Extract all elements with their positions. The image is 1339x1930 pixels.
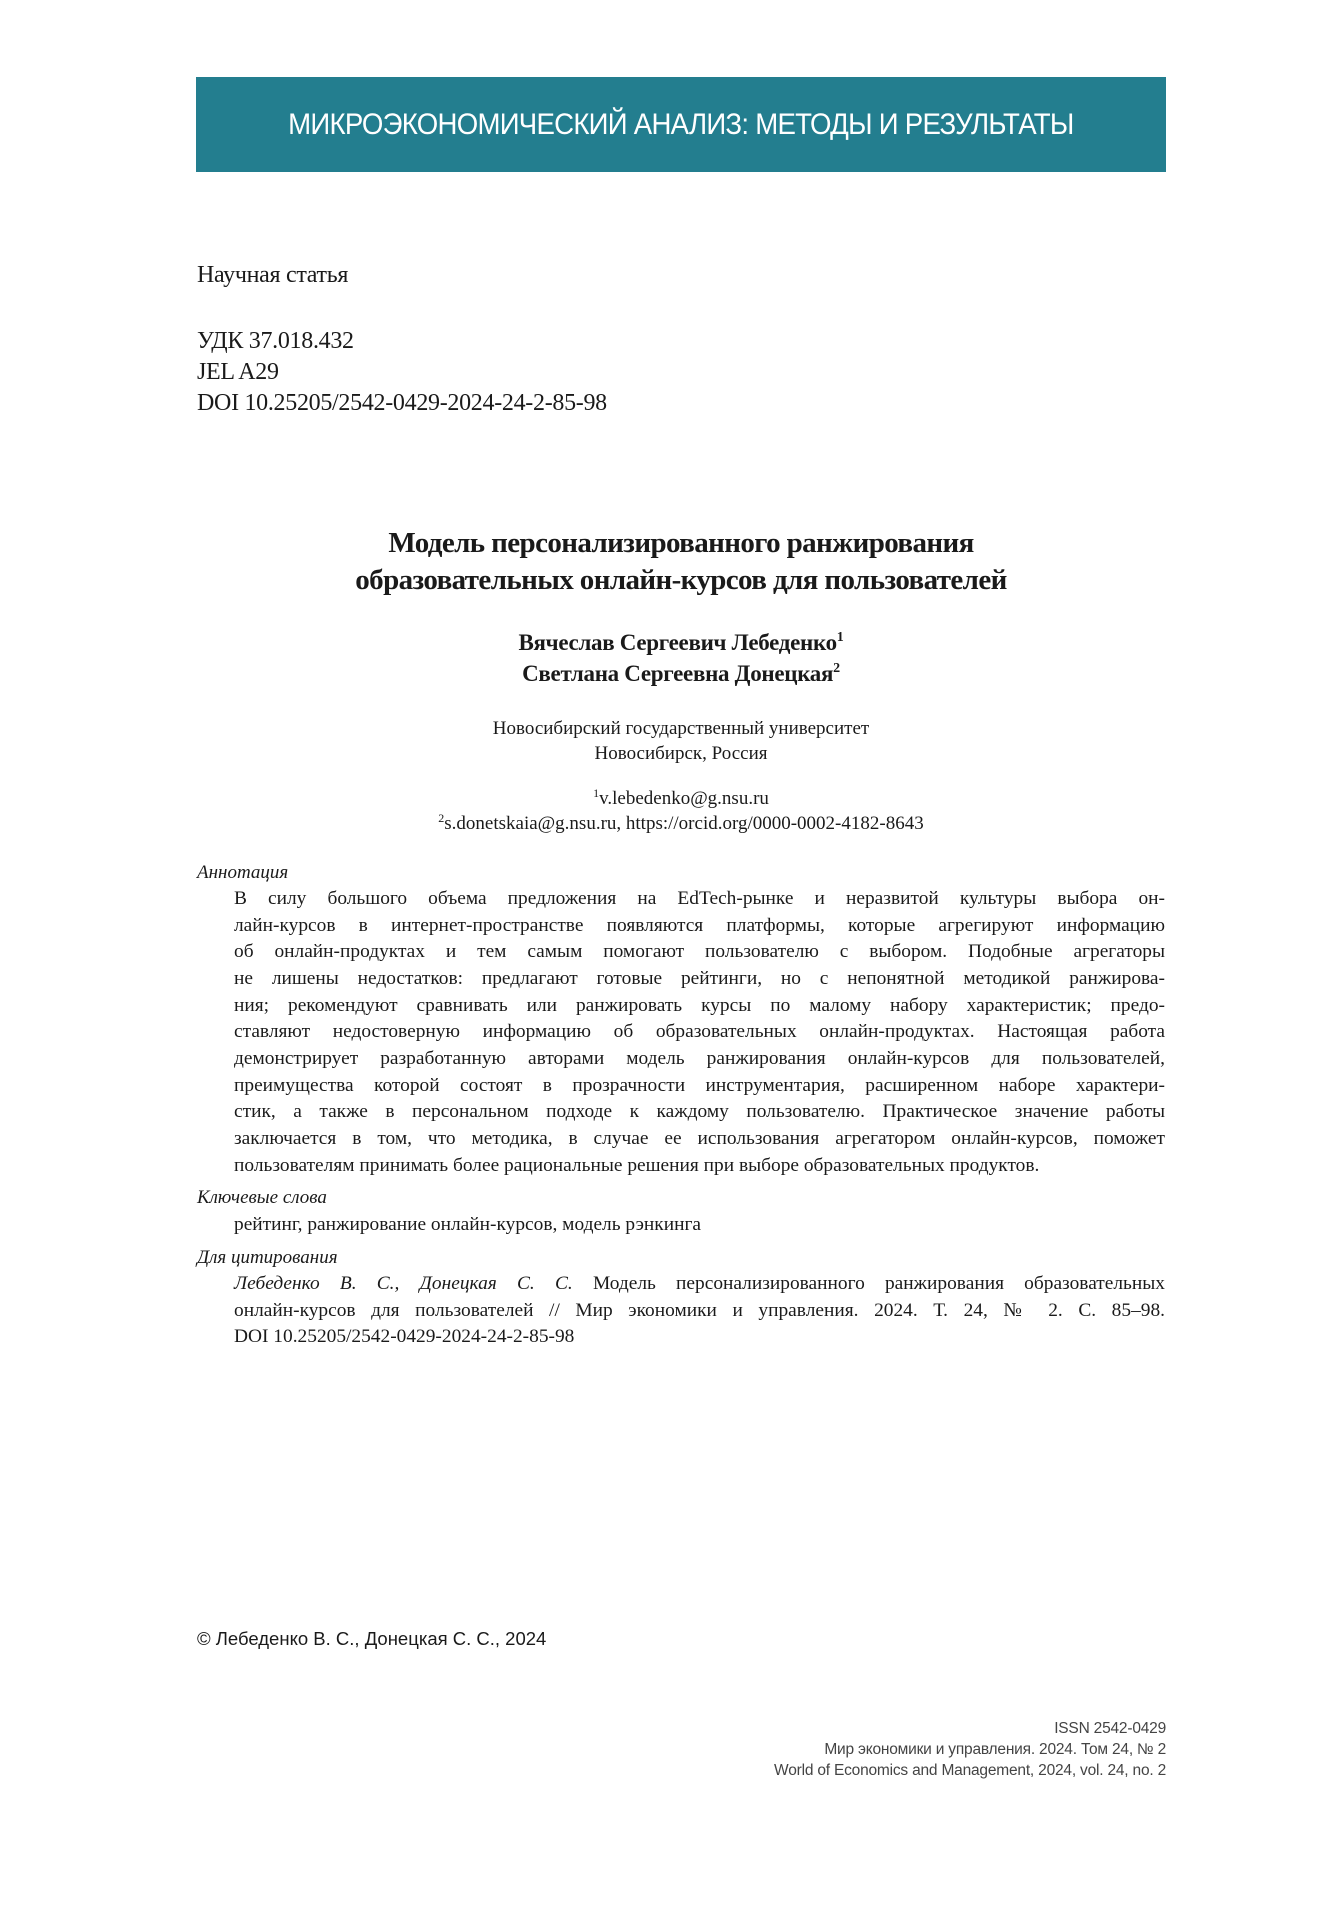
- keywords-text: рейтинг, ранжирование онлайн-курсов, модель рэнкинга: [234, 1214, 702, 1235]
- contact-1: [196, 786, 1166, 810]
- section-title: МИКРОЭКОНОМИЧЕСКИЙ АНАЛИЗ: МЕТОДЫ И РЕЗУЛЬТАТЫ: [288, 107, 1074, 141]
- abstract-line: стик, а также в персональном подходе к каждому пользователю. Практическое значение работы: [234, 1101, 1165, 1122]
- abstract-line: заключается в том, что методика, в случае ее использования агрегатором онлайн-курсов, поможет: [234, 1128, 1165, 1149]
- footer-journal-ru: Мир экономики и управления. 2024. Том 24, № 2: [824, 1741, 1166, 1758]
- abstract-label: Аннотация: [197, 862, 289, 883]
- abstract-line: преимущества которой состоят в прозрачности инструментария, расширенном наборе характери-: [234, 1075, 1165, 1096]
- article-title-line-1: Модель персонализированного ранжирования: [388, 527, 974, 559]
- author-name: Вячеслав Сергеевич Лебеденко: [518, 630, 837, 655]
- citation-line-1: [234, 1272, 1165, 1296]
- author-mark: 1: [836, 630, 844, 645]
- citation-label: Для цитирования: [197, 1247, 338, 1268]
- copyright: © Лебеденко В. С., Донецкая С. С., 2024: [197, 1628, 547, 1649]
- abstract-line: демонстрирует разработанную авторами модель ранжирования онлайн-курсов для пользователей,: [234, 1048, 1165, 1069]
- contact-mark: 2: [438, 811, 445, 825]
- author-2: [196, 661, 1166, 687]
- section-banner: [196, 77, 1166, 172]
- footer-issn: ISSN 2542-0429: [1054, 1720, 1166, 1737]
- email-orcid-link[interactable]: s.donetskaia@g.nsu.ru, https://orcid.org/0000-0002-4182-8643: [444, 813, 924, 834]
- citation-line-2: онлайн-курсов для пользователей // Мир экономики и управления. 2024. Т. 24, № 2. С. 85–98.: [234, 1300, 1165, 1321]
- keywords-label: Ключевые слова: [197, 1187, 327, 1208]
- citation-doi: DOI 10.25205/2542-0429-2024-24-2-85-98: [234, 1326, 575, 1347]
- email-link[interactable]: v.lebedenko@g.nsu.ru: [599, 788, 769, 809]
- udc-code: УДК 37.018.432: [197, 328, 354, 354]
- citation-title: Модель персонализированного ранжирования образовательных: [572, 1273, 1165, 1294]
- abstract-line: ния; рекомендуют сравнивать или ранжировать курсы по малому набору характеристик; предо-: [234, 995, 1165, 1016]
- contact-mark: 1: [593, 786, 600, 800]
- author-1: [196, 630, 1166, 656]
- affiliation-university: Новосибирский государственный университет: [492, 718, 870, 739]
- citation-authors: Лебеденко В. С., Донецкая С. С.: [234, 1273, 573, 1294]
- doi: DOI 10.25205/2542-0429-2024-24-2-85-98: [197, 390, 607, 416]
- abstract-line: не лишены недостатков: предлагают готовые рейтинги, но с непонятной методикой ранжирова-: [234, 968, 1165, 989]
- jel-code: JEL A29: [197, 359, 279, 385]
- article-title-line-2: образовательных онлайн-курсов для пользователей: [355, 564, 1007, 596]
- contact-2: [196, 811, 1166, 835]
- author-name: Светлана Сергеевна Донецкая: [522, 661, 834, 686]
- abstract-line: В силу большого объема предложения на EdTech-рынке и неразвитой культуры выбора он-: [234, 888, 1165, 909]
- footer-journal-en: World of Economics and Management, 2024, vol. 24, no. 2: [774, 1762, 1166, 1779]
- article-type: Научная статья: [197, 262, 349, 288]
- author-mark: 2: [833, 661, 840, 676]
- abstract-line: ставляют недостоверную информацию об образовательных онлайн-продуктах. Настоящая работа: [234, 1021, 1165, 1042]
- abstract-line: пользователям принимать более рациональные решения при выборе образовательных продуктов.: [234, 1155, 1040, 1176]
- abstract-line: лайн-курсов в интернет-пространстве появляются платформы, которые агрегируют информацию: [234, 915, 1165, 936]
- affiliation-city: Новосибирск, Россия: [594, 743, 768, 764]
- abstract-line: об онлайн-продуктах и тем самым помогают пользователю с выбором. Подобные агрегаторы: [234, 941, 1165, 962]
